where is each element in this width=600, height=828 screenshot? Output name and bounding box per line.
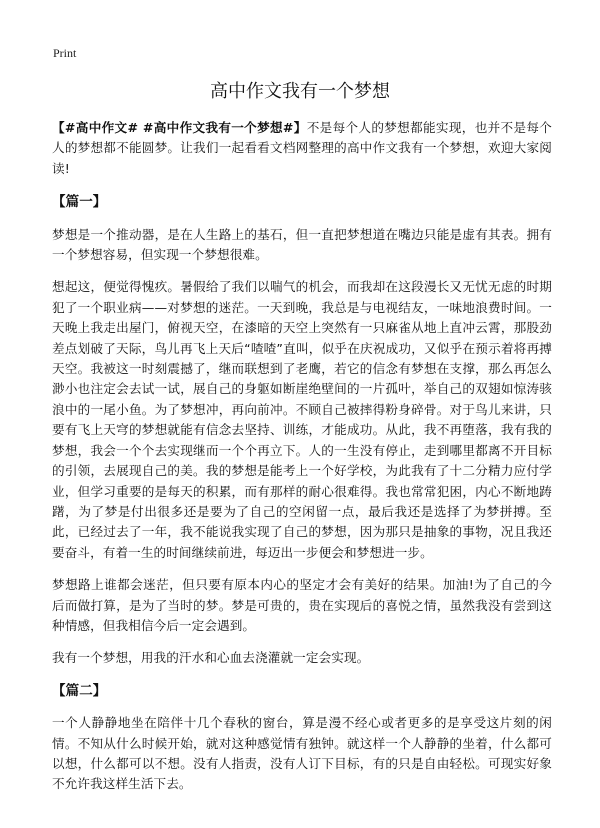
intro-text: 不是每个人的梦想都能实现，也并不是每个人的梦想都不能圆梦。让我们一起看看文档网整理的高中作文我有一个梦想，欢迎大家阅读! bbox=[52, 120, 552, 176]
section-heading: 【篇一】 bbox=[52, 194, 107, 211]
print-link[interactable]: Print bbox=[53, 46, 77, 60]
section-heading: 【篇二】 bbox=[52, 682, 107, 699]
paragraph: 梦想路上谁都会迷茫，但只要有原本内心的坚定才会有美好的结果。加油!为了自己的今后而做打算，是为了当时的梦。梦是可贵的，贵在实现后的喜悦之情，虽然我没有尝到这种情感，但我相信今后一定会遇到。 bbox=[52, 577, 552, 633]
intro-tag: 【#高中作文# #高中作文我有一个梦想#】 bbox=[52, 120, 307, 135]
article-body bbox=[52, 118, 552, 807]
paragraph: 想起这，便觉得愧疚。暑假给了我们以喘气的机会，而我却在这段漫长又无忧无虑的时期犯了一个职业病——对梦想的迷茫。一天到晚，我总是与电视结友，一味地浪费时间。一天晚上我走出屋门，俯视天空，在漆暗的天空上突然有一只麻雀从地上直冲云霄，那股劲差点划破了天际，鸟儿再飞上天后“喳喳”直叫，似乎在庆祝成功，又似乎在预示着将再搏天空。我被这一时刻震撼了，继而联想到了老鹰，若它的信念有梦想在支撑，那么再怎么渺小也注定会去试一试，展自己的身躯如断崖绝壁间的一片孤叶，举自己的双翅如惊涛骇浪中的一尾小鱼。为了梦想冲，再向前冲。不顾自己被摔得粉身碎骨。对于鸟儿来讲，只要有飞上天穹的梦想就能有信念去坚持、训练，才能成功。从此，我不再堕落，我有我的梦想，我会一个个去实现继而一个个再立下。人的一生没有停止，走到哪里都离不开目标的引领，去展现自己的美。我的梦想是能考上一个好学校，为此我有了十二分精力应付学业，但学习重要的是每天的积累，而有那样的耐心很难得。我也常常犯困，内心不断地踌躇，为了梦是付出很多还是要为了自己的空闲留一点，最后我还是选择了为梦拼搏。至此，已经过去了一年，我不能说我实现了自己的梦想，因为那只是抽象的事物，况且我还要奋斗，有着一生的时间继续前进，每迈出一步便会和梦想进一步。 bbox=[52, 279, 552, 560]
intro-paragraph bbox=[52, 118, 552, 179]
page-title: 高中作文我有一个梦想 bbox=[210, 81, 390, 102]
paragraph: 梦想是一个推动器，是在人生路上的基石，但一直把梦想道在嘴边只能是虚有其表。拥有一个梦想容易，但实现一个梦想很难。 bbox=[52, 226, 552, 263]
paragraph: 我有一个梦想，用我的汗水和心血去浇灌就一定会实现。 bbox=[52, 650, 370, 666]
paragraph: 一个人静静地坐在陪伴十几个春秋的窗台，算是漫不经心或者更多的是享受这片刻的闲情。不知从什么时候开始，就对这种感觉情有独钟。就这样一个人静静的坐着，什么都可以想，什么都可以不想。没有人指责，没有人订下目标，有的只是自由轻松。可现实好象不允许我这样生活下去。 bbox=[52, 715, 552, 792]
